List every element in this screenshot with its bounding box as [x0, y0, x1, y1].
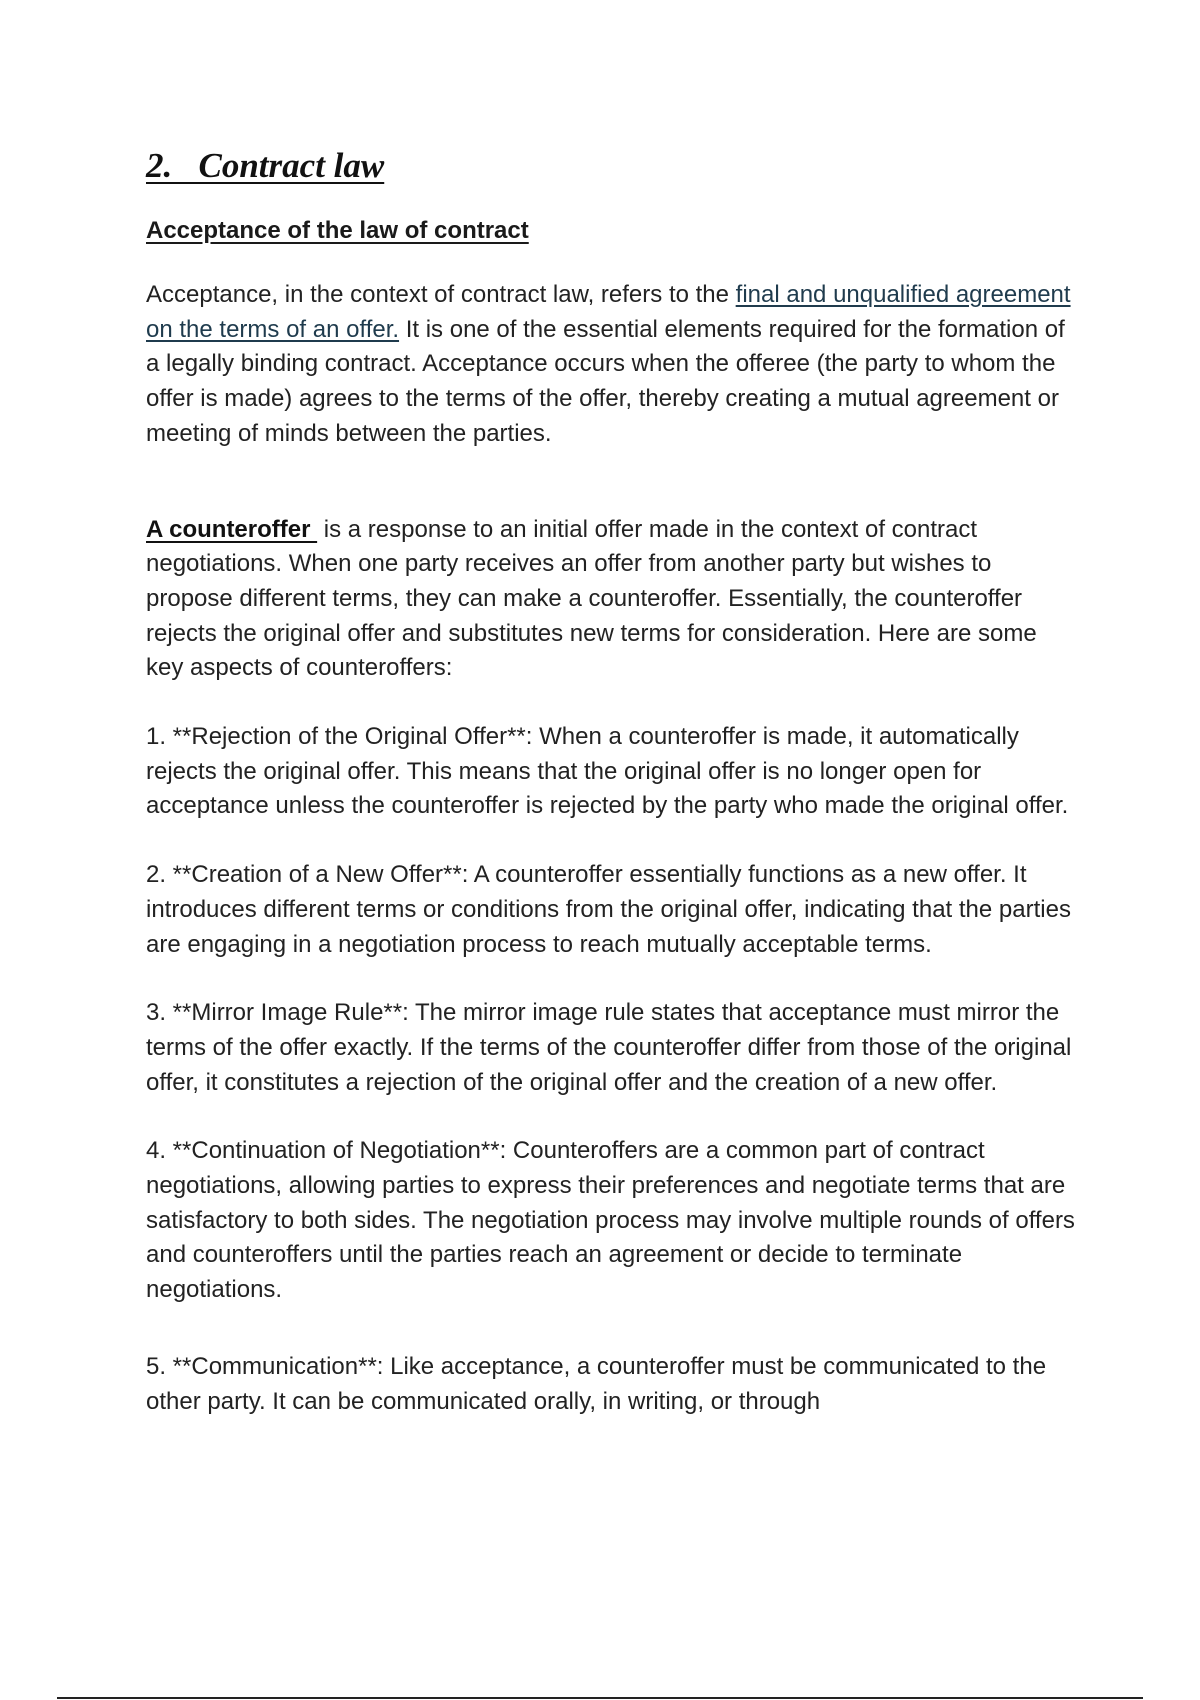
- acceptance-rest: It is one of the essential elements required for the formation of a legally binding contract. Acceptance occurs when the offeree (the party to whom the offer is made) agrees to the terms of the offer, thereby creating a mutual agreement or meeting of minds between the parties.: [146, 315, 1065, 447]
- list-item-communication: 5. **Communication**: Like acceptance, a counteroffer must be communicated to the other party. It can be communicated orally, in writing, or through: [146, 1352, 1047, 1415]
- section-title: 2. Contract law: [146, 146, 385, 185]
- list-item-negotiation: 4. **Continuation of Negotiation**: Counteroffers are a common part of contract negotiations, allowing parties to express their preferences and negotiate terms that are satisfactory to both sides. The negotiation process may involve multiple rounds of offers and counteroffers until the parties reach an agreement or decide to terminate negotiations.: [146, 1137, 1075, 1304]
- list-item-new-offer: 2. **Creation of a New Offer**: A counteroffer essentially functions as a new offer. It introduces different terms or conditions from the original offer, indicating that the parties are engaging in a negotiation process to reach mutually acceptable terms.: [146, 861, 1071, 958]
- acceptance-link[interactable]: final and unqualified agreement on the terms of an offer.: [146, 281, 1071, 343]
- list-item-mirror-image: 3. **Mirror Image Rule**: The mirror image rule states that acceptance must mirror the terms of the offer exactly. If the terms of the counteroffer differ from those of the original offer, it constitutes a rejection of the original offer and the creation of a new offer.: [146, 999, 1072, 1096]
- list-item-rejection: 1. **Rejection of the Original Offer**: When a counteroffer is made, it automatically rejects the original offer. This means that the original offer is no longer open for acceptance unless the counteroffer is rejected by the party who made the original offer.: [146, 723, 1069, 820]
- counteroffer-text: is a response to an initial offer made in the context of contract negotiations. When one party receives an offer from another party but wishes to propose different terms, they can make a counteroffer. Essentially, the counteroffer rejects the original offer and substitutes new terms for consideration. Here are some key aspects of counteroffers:: [146, 515, 1037, 682]
- subheading: Acceptance of the law of contract: [146, 217, 529, 244]
- footer-divider: [57, 1697, 1143, 1699]
- acceptance-paragraph: [146, 278, 1076, 452]
- acceptance-lead: Acceptance, in the context of contract law, refers to the: [146, 281, 736, 308]
- counteroffer-paragraph: [146, 513, 1076, 687]
- document-page: [146, 140, 1076, 1419]
- counteroffer-term: A counteroffer: [146, 515, 318, 543]
